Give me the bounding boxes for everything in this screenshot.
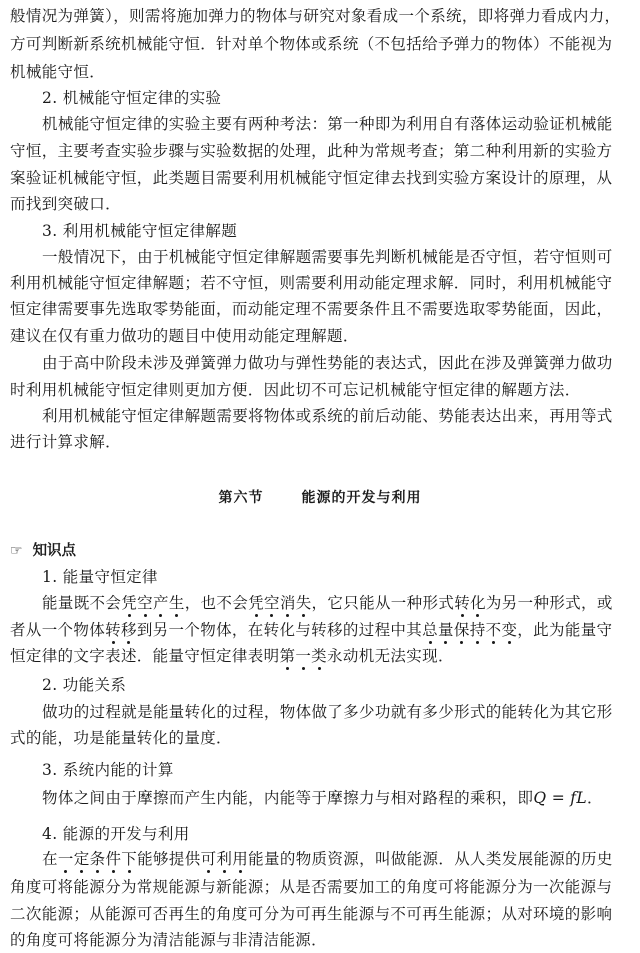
text-line: 做功的过程就是能量转化的过程，物体做了多少功就有多少形式的能转化为其它形	[42, 703, 613, 721]
subheading-energy-development: 4. 能源的开发与利用	[42, 825, 190, 843]
emphasis-char: 类	[311, 647, 328, 665]
subheading-solving: 3. 利用机械能守恒定律解题	[42, 222, 238, 240]
section-title	[0, 487, 640, 507]
text-line: 者从一个物体转移到另一个物体，在转化与转移的过程中其总量保持不变，此为能量守	[10, 621, 613, 639]
text-line: 恒定律的文字表述．能量守恒定律表明第一类永动机无法实现．	[10, 647, 454, 665]
text-line: 能量既不会凭空产生，也不会凭空消失，它只能从一种形式转化为另一种形式，或	[42, 594, 613, 612]
emphasis-char: 消	[279, 594, 296, 612]
text-line: 二次能源；从能源可否再生的角度可分为可再生能源与不可再生能源；从对环境的影响	[10, 905, 613, 923]
pointing-hand-icon: ☞	[10, 543, 23, 559]
text-line: 机械能守恒．	[10, 63, 106, 81]
emphasis-char: 件	[105, 850, 122, 868]
text-line: 时利用机械能守恒定律则更加方便．因此切不可忘记机械能守恒定律的解题方法．	[10, 381, 581, 399]
subheading-work-energy: 2. 功能关系	[42, 676, 127, 694]
emphasis-char: 用	[232, 850, 249, 868]
knowledge-heading	[10, 541, 76, 561]
emphasis-char: 化	[470, 594, 486, 612]
text-line: 守恒，主要考查实验步骤与实验数据的处理，此种为常规考查；第二种利用新的实验方	[10, 142, 613, 160]
text-line: 式的能，功是能量转化的量度．	[10, 729, 232, 747]
text-line: 一般情况下，由于机械能守恒定律解题需要事先判断机械能是否守恒，若守恒则可	[42, 248, 613, 266]
text-line: 由于高中阶段未涉及弹簧弹力做功与弹性势能的表达式，因此在涉及弹簧弹力做功	[42, 354, 613, 372]
emphasis-char: 凭	[121, 594, 138, 612]
emphasis-char: 移	[120, 621, 137, 639]
emphasis-char: 利	[216, 850, 233, 868]
emphasis-dotted	[422, 621, 517, 639]
emphasis-char: 产	[152, 594, 169, 612]
subheading-energy-conservation: 1. 能量守恒定律	[42, 568, 158, 586]
emphasis-char: 条	[89, 850, 106, 868]
emphasis-dotted	[121, 594, 184, 612]
emphasis-char: 变	[501, 621, 518, 639]
knowledge-label: 知识点	[32, 543, 77, 559]
text-line: 案验证机械能守恒，此类题目需要利用机械能守恒定律去找到实验方案设计的原理，从	[10, 169, 613, 187]
text-line: 恒定律需要事先选取零势能面，而动能定理不需要条件且不需要选取零势能面，因此，	[10, 300, 613, 318]
emphasis-char: 量	[438, 621, 454, 639]
emphasis-char: 转	[105, 621, 121, 639]
text-line: 进行计算求解．	[10, 433, 121, 451]
emphasis-char: 失	[295, 594, 312, 612]
text-line: 建议在仅有重力做功的题目中使用动能定理解题．	[10, 327, 359, 345]
text-line: 方可判断新系统机械能守恒．针对单个物体或系统（不包括给予弹力的物体）不能视为	[10, 35, 613, 53]
emphasis-dotted	[58, 850, 137, 868]
emphasis-char: 下	[121, 850, 138, 868]
emphasis-char: 持	[469, 621, 486, 639]
text-line: 的角度可将能源分为清洁能源与非清洁能源．	[10, 931, 328, 949]
emphasis-char: 空	[263, 594, 280, 612]
text-line: 机械能守恒定律的实验主要有两种考法：第一种即为利用自有落体运动验证机械能	[42, 115, 613, 133]
emphasis-char: 第	[279, 647, 296, 665]
emphasis-dotted	[279, 647, 327, 665]
subheading-experiment: 2. 机械能守恒定律的实验	[42, 89, 222, 107]
text-line: 角度可将能源分为常规能源与新能源；从是否需要加工的角度可将能源分为一次能源与	[10, 878, 613, 896]
emphasis-dotted	[248, 594, 311, 612]
emphasis-char: 生	[168, 594, 185, 612]
emphasis-char: 空	[137, 594, 153, 612]
emphasis-char: 凭	[248, 594, 264, 612]
formula: Q = fL	[533, 789, 588, 807]
emphasis-dotted	[105, 621, 137, 639]
emphasis-dotted	[454, 594, 486, 612]
emphasis-char: 总	[422, 621, 438, 639]
text-line: 般情况为弹簧），则需将施加弹力的物体与研究对象看成一个系统，即将弹力看成内力，	[10, 7, 621, 25]
text-line: 而找到突破口．	[10, 195, 121, 213]
emphasis-char: 不	[485, 621, 502, 639]
section-name: 能源的开发与利用	[301, 490, 422, 506]
emphasis-char: 转	[454, 594, 471, 612]
text-line: 在一定条件下能够提供可利用能量的物质资源，叫做能源．从人类发展能源的历史	[42, 850, 613, 868]
subheading-internal-energy: 3. 系统内能的计算	[42, 761, 174, 779]
emphasis-char: 保	[453, 621, 470, 639]
section-number: 第六节	[218, 490, 264, 506]
text-line: 利用机械能守恒定律解题需要将物体或系统的前后动能、势能表达出来，再用等式	[42, 407, 613, 425]
emphasis-dotted	[201, 850, 249, 868]
text-line: 利用机械能守恒定律解题；若不守恒，则需要利用动能定理求解．同时，利用机械能守	[10, 274, 613, 292]
emphasis-char: 一	[57, 850, 74, 868]
emphasis-char: 一	[295, 647, 312, 665]
emphasis-char: 可	[200, 850, 217, 868]
emphasis-char: 定	[73, 850, 90, 868]
text-line: 物体之间由于摩擦而产生内能，内能等于摩擦力与相对路程的乘积，即Q = fL．	[42, 789, 603, 807]
